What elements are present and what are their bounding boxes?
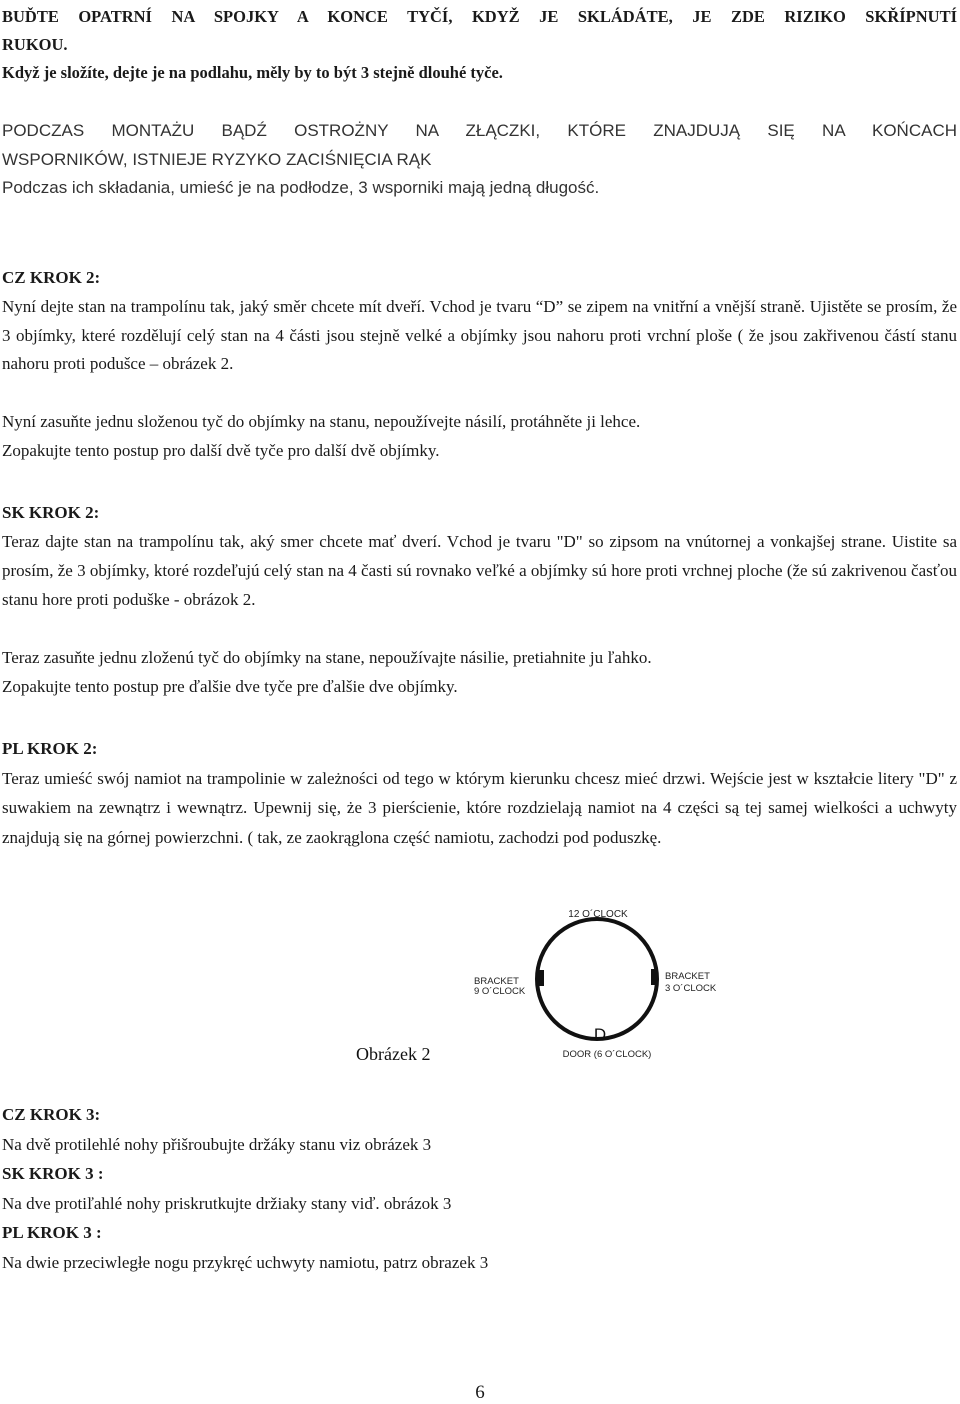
door-letter: D (593, 1025, 607, 1044)
cz-step2-line: Nyní zasuňte jednu složenou tyč do objímky na stanu, nepoužívejte násilí, protáhněte ji lehce. (2, 412, 641, 432)
sk-step3-text: Na dve protiľahlé nohy priskrutkujte držiaky stany viď. obrázok 3 (2, 1193, 452, 1213)
label-bracket-9: BRACKET (474, 976, 519, 987)
bracket-3-marker (651, 969, 658, 985)
label-9-oclock: 9 O´CLOCK (474, 986, 526, 997)
pl-step2-paragraph: Teraz umieść swój namiot na trampolinie w zależności od tego w którym kierunku chcesz mieć drzwi. Wejście jest w kształcie litery "D" z suwakiem na zewnątrz i wewnątrz. Upewnij się, że 3 pierścienie, które rozdzielają namiot na 4 części są tej samej wielkości a uchwyty znajdują się na górnej powierzchni. ( tak, ze zaokrąglona część namiotu, zachodzi pod poduszkę. (2, 768, 957, 847)
sk-step3-heading: SK KROK 3 : (2, 1164, 104, 1183)
sk-step2-section (2, 498, 957, 701)
sk-step2-line: Zopakujte tento postup pre ďalšie dve tyče pre ďalšie dve objímky. (2, 677, 458, 696)
figure-caption: Obrázek 2 (356, 1044, 431, 1064)
step3-section (2, 1100, 957, 1277)
figure-2-diagram (0, 900, 960, 1080)
warning-cz-text: Když je složíte, dejte je na podlahu, měly by to být 3 stejně dlouhé tyče. (2, 63, 503, 82)
warning-pl-text: Podczas ich składania, umieść je na podłodze, 3 wsporniki mają jedną długość. (2, 178, 600, 197)
tent-ring-circle (537, 919, 657, 1039)
cz-step2-section (2, 264, 957, 466)
label-door: DOOR (6 O´CLOCK) (562, 1049, 652, 1060)
warning-pl (2, 117, 957, 203)
cz-step3-heading: CZ KROK 3: (2, 1105, 101, 1124)
warning-pl-heading-line1: PODCZAS MONTAŻU BĄDŹ OSTROŻNY NA ZŁĄCZKI, KTÓRE ZNAJDUJĄ SIĘ NA KOŃCACH (2, 121, 957, 140)
warning-cz-heading-line2: RUKOU. (2, 35, 68, 54)
pl-step3-heading: PL KROK 3 : (2, 1223, 102, 1242)
sk-step2-paragraph: Teraz dajte stan na trampolínu tak, aký smer chcete mať dverí. Vchod je tvaru "D" so zipsom na vnútornej a vonkajšej strane. Uistite sa prosím, že 3 objímky, ktoré rozdeľujú celý stan na 4 časti sú rovnako veľké a objímky sú hore proti vrchnej ploche (že sú zakrivenou časťou stanu hore proti poduške - obrázok 2. (2, 532, 957, 609)
warning-cz (2, 3, 957, 87)
warning-pl-heading-line2: WSPORNIKÓW, ISTNIEJE RYZYKO ZACIŚNIĘCIA RĄK (2, 149, 432, 169)
sk-step2-heading: SK KROK 2: (2, 503, 100, 522)
cz-step2-paragraph: Nyní dejte stan na trampolínu tak, jaký směr chcete mít dveří. Vchod je tvaru “D” se zipem na vnitřní a vnější straně. Ujistěte se prosím, že 3 objímky, které rozdělují celý stan na 4 části jsou stejně velké a objímky jsou nahoru proti vrchní ploše ( že jsou zakřivenou částí stanu nahoru proti podušce – obrázek 2. (2, 296, 957, 374)
pl-step2-section (2, 734, 957, 852)
sk-step2-line: Teraz zasuňte jednu zloženú tyč do objímky na stane, nepoužívajte násilie, pretiahnite ju ľahko. (2, 648, 652, 667)
label-3-oclock: 3 O´CLOCK (665, 983, 717, 994)
cz-step2-heading: CZ KROK 2: (2, 268, 101, 287)
warning-cz-heading-line1: BUĎTE OPATRNÍ NA SPOJKY A KONCE TYČÍ, KDYŽ JE SKLÁDÁTE, JE ZDE RIZIKO SKŘÍPNUTÍ (2, 7, 957, 26)
cz-step2-line: Zopakujte tento postup pro další dvě tyče pro další dvě objímky. (2, 440, 440, 460)
cz-step3-text: Na dvě protilehlé nohy přišroubujte držáky stanu viz obrázek 3 (2, 1134, 432, 1154)
pl-step3-text: Na dwie przeciwległe nogu przykręć uchwyty namiotu, patrz obrazek 3 (2, 1252, 489, 1272)
page-number: 6 (475, 1382, 485, 1403)
label-12-oclock: 12 O´CLOCK (568, 909, 628, 920)
pl-step2-heading: PL KROK 2: (2, 739, 98, 758)
label-bracket-3: BRACKET (665, 971, 710, 982)
bracket-9-marker (537, 970, 544, 986)
